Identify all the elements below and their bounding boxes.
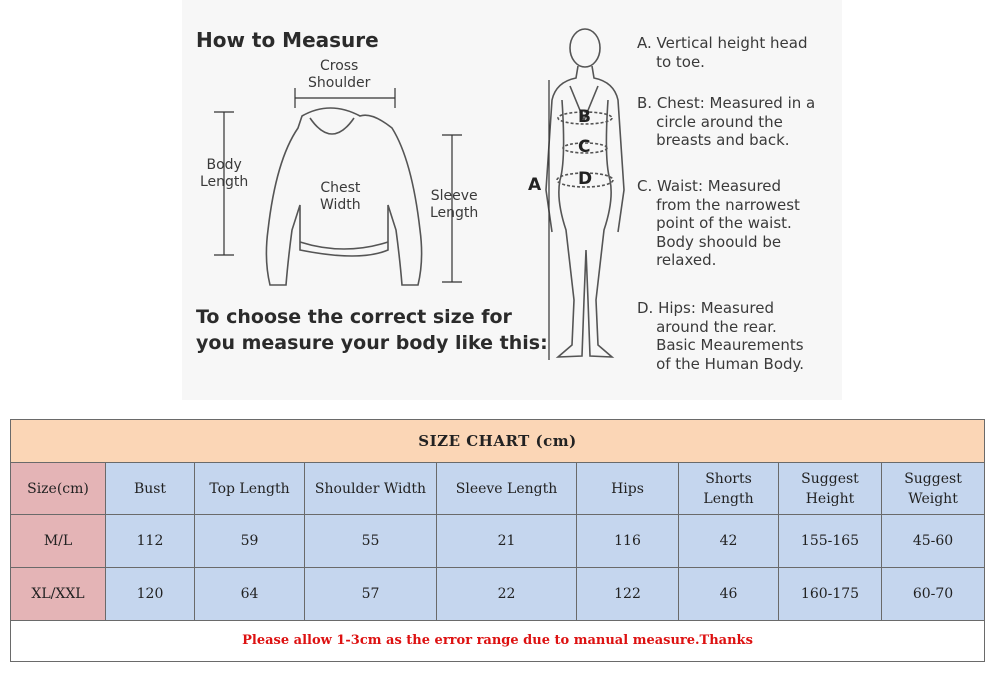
chest-width-label: Chest Width bbox=[320, 180, 361, 213]
suggest-height-cell: 160-175 bbox=[779, 568, 882, 621]
size-cell: XL/XXL bbox=[11, 568, 106, 621]
instruction-line-2: you measure your body like this: bbox=[196, 332, 548, 354]
size-chart-table bbox=[10, 419, 985, 662]
suggest-height-cell: 155-165 bbox=[779, 515, 882, 568]
column-header-shorts-length: Shorts Length bbox=[679, 463, 779, 515]
table-header-row bbox=[11, 463, 985, 515]
instruction-line-1: To choose the correct size for bbox=[196, 306, 512, 328]
body-figure bbox=[546, 29, 624, 357]
column-header-bust: Bust bbox=[106, 463, 195, 515]
marker-a: A bbox=[528, 175, 542, 195]
size-cell: M/L bbox=[11, 515, 106, 568]
shoulder-width-cell: 57 bbox=[305, 568, 437, 621]
shoulder-width-cell: 55 bbox=[305, 515, 437, 568]
cross-shoulder-label: Cross Shoulder bbox=[308, 58, 371, 91]
suggest-weight-cell: 60-70 bbox=[882, 568, 985, 621]
note-hips: D. Hips: Measured around the rear. Basic Meaurements of the Human Body. bbox=[637, 299, 805, 373]
shorts-length-cell: 46 bbox=[679, 568, 779, 621]
measurement-error-note: Please allow 1-3cm as the error range due to manual measure.Thanks bbox=[11, 621, 985, 662]
column-header-suggest-height: Suggest Height bbox=[779, 463, 882, 515]
table-note-row bbox=[11, 621, 985, 662]
top-length-cell: 59 bbox=[195, 515, 305, 568]
bust-cell: 120 bbox=[106, 568, 195, 621]
bust-cell: 112 bbox=[106, 515, 195, 568]
column-header-size: Size(cm) bbox=[11, 463, 106, 515]
column-header-top-length: Top Length bbox=[195, 463, 305, 515]
table-title-row bbox=[11, 420, 985, 463]
hips-cell: 122 bbox=[577, 568, 679, 621]
sleeve-length-cell: 22 bbox=[437, 568, 577, 621]
marker-b: B bbox=[578, 107, 591, 127]
sleeve-length-cell: 21 bbox=[437, 515, 577, 568]
marker-c: C bbox=[578, 137, 591, 157]
note-chest: B. Chest: Measured in a circle around the breasts and back. bbox=[637, 94, 816, 149]
column-header-shoulder-width: Shoulder Width bbox=[305, 463, 437, 515]
column-header-hips: Hips bbox=[577, 463, 679, 515]
note-waist: C. Waist: Measured from the narrowest point of the waist. Body shoould be relaxed. bbox=[637, 177, 800, 269]
body-length-label: Body Length bbox=[200, 157, 249, 190]
sleeve-length-label: Sleeve Length bbox=[430, 188, 479, 221]
table-row bbox=[11, 568, 985, 621]
note-height: A. Vertical height head to toe. bbox=[637, 34, 808, 71]
size-chart-title: SIZE CHART (cm) bbox=[11, 420, 985, 463]
marker-d: D bbox=[578, 169, 593, 189]
column-header-sleeve-length: Sleeve Length bbox=[437, 463, 577, 515]
top-length-cell: 64 bbox=[195, 568, 305, 621]
suggest-weight-cell: 45-60 bbox=[882, 515, 985, 568]
table-row bbox=[11, 515, 985, 568]
shorts-length-cell: 42 bbox=[679, 515, 779, 568]
how-to-measure-title: How to Measure bbox=[196, 28, 379, 52]
column-header-suggest-weight: Suggest Weight bbox=[882, 463, 985, 515]
hips-cell: 116 bbox=[577, 515, 679, 568]
